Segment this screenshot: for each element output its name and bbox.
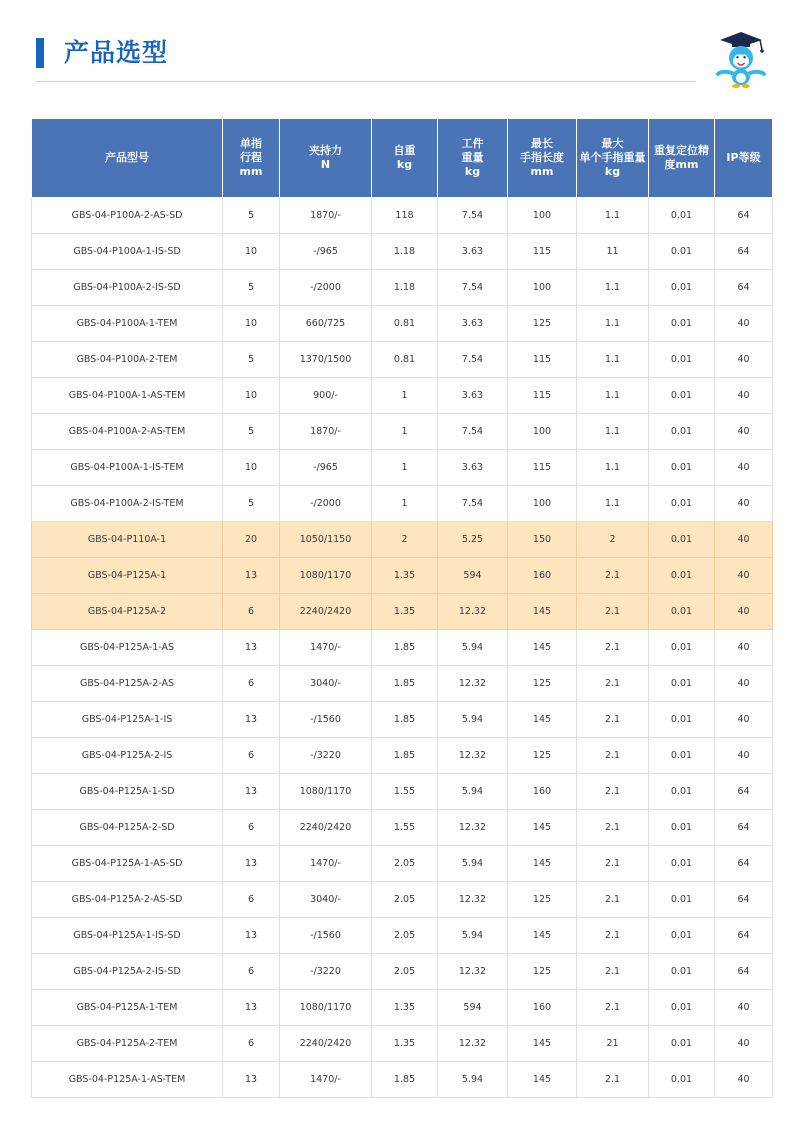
cell-ip: 40 bbox=[715, 306, 773, 342]
cell-finger_len: 145 bbox=[508, 1062, 577, 1098]
cell-model: GBS-04-P125A-1-IS bbox=[32, 702, 223, 738]
cell-stroke: 13 bbox=[223, 990, 280, 1026]
cell-force: 1870/- bbox=[280, 414, 372, 450]
cell-force: 1050/1150 bbox=[280, 522, 372, 558]
cell-force: 1080/1170 bbox=[280, 990, 372, 1026]
cell-finger_wt: 2.1 bbox=[577, 630, 649, 666]
cell-force: -/965 bbox=[280, 450, 372, 486]
cell-model: GBS-04-P125A-1 bbox=[32, 558, 223, 594]
cell-ip: 40 bbox=[715, 990, 773, 1026]
cell-force: 660/725 bbox=[280, 306, 372, 342]
cell-stroke: 10 bbox=[223, 306, 280, 342]
cell-ip: 40 bbox=[715, 522, 773, 558]
cell-ip: 64 bbox=[715, 846, 773, 882]
cell-force: 3040/- bbox=[280, 666, 372, 702]
cell-workpiece: 12.32 bbox=[438, 882, 508, 918]
cell-ip: 40 bbox=[715, 1026, 773, 1062]
cell-repeat: 0.01 bbox=[649, 810, 715, 846]
cell-force: 1370/1500 bbox=[280, 342, 372, 378]
table-row bbox=[32, 234, 773, 270]
cell-force: 2240/2420 bbox=[280, 810, 372, 846]
table-row bbox=[32, 918, 773, 954]
table-row bbox=[32, 522, 773, 558]
cell-weight: 2 bbox=[372, 522, 438, 558]
cell-finger_len: 145 bbox=[508, 702, 577, 738]
cell-ip: 40 bbox=[715, 558, 773, 594]
cell-workpiece: 7.54 bbox=[438, 270, 508, 306]
table-row bbox=[32, 738, 773, 774]
cell-weight: 2.05 bbox=[372, 846, 438, 882]
cell-finger_wt: 1.1 bbox=[577, 306, 649, 342]
cell-repeat: 0.01 bbox=[649, 558, 715, 594]
table-row bbox=[32, 342, 773, 378]
cell-stroke: 13 bbox=[223, 558, 280, 594]
cell-weight: 0.81 bbox=[372, 342, 438, 378]
cell-repeat: 0.01 bbox=[649, 774, 715, 810]
cell-workpiece: 5.94 bbox=[438, 846, 508, 882]
cell-workpiece: 12.32 bbox=[438, 810, 508, 846]
cell-finger_len: 125 bbox=[508, 738, 577, 774]
cell-finger_wt: 2.1 bbox=[577, 846, 649, 882]
cell-finger_wt: 2.1 bbox=[577, 954, 649, 990]
cell-finger_wt: 2.1 bbox=[577, 594, 649, 630]
cell-force: 1470/- bbox=[280, 1062, 372, 1098]
cell-weight: 1.85 bbox=[372, 666, 438, 702]
cell-ip: 64 bbox=[715, 954, 773, 990]
cell-finger_wt: 2.1 bbox=[577, 666, 649, 702]
cell-weight: 1.55 bbox=[372, 774, 438, 810]
cell-model: GBS-04-P125A-2-AS-SD bbox=[32, 882, 223, 918]
cell-finger_wt: 2.1 bbox=[577, 774, 649, 810]
cell-repeat: 0.01 bbox=[649, 1062, 715, 1098]
cell-repeat: 0.01 bbox=[649, 990, 715, 1026]
cell-force: -/3220 bbox=[280, 738, 372, 774]
cell-ip: 64 bbox=[715, 774, 773, 810]
cell-ip: 40 bbox=[715, 630, 773, 666]
cell-finger_wt: 1.1 bbox=[577, 414, 649, 450]
table-row bbox=[32, 450, 773, 486]
cell-finger_wt: 2.1 bbox=[577, 558, 649, 594]
cell-stroke: 6 bbox=[223, 594, 280, 630]
table-row bbox=[32, 882, 773, 918]
cell-model: GBS-04-P125A-2-TEM bbox=[32, 1026, 223, 1062]
cell-model: GBS-04-P100A-2-AS-SD bbox=[32, 198, 223, 234]
cell-stroke: 5 bbox=[223, 198, 280, 234]
cell-workpiece: 5.94 bbox=[438, 918, 508, 954]
cell-force: -/1560 bbox=[280, 702, 372, 738]
table-row bbox=[32, 486, 773, 522]
cell-finger_len: 150 bbox=[508, 522, 577, 558]
cell-force: -/965 bbox=[280, 234, 372, 270]
cell-force: 2240/2420 bbox=[280, 594, 372, 630]
cell-force: -/3220 bbox=[280, 954, 372, 990]
cell-stroke: 6 bbox=[223, 1026, 280, 1062]
cell-finger_wt: 1.1 bbox=[577, 270, 649, 306]
cell-stroke: 13 bbox=[223, 918, 280, 954]
cell-repeat: 0.01 bbox=[649, 414, 715, 450]
cell-finger_len: 125 bbox=[508, 306, 577, 342]
cell-model: GBS-04-P100A-2-IS-SD bbox=[32, 270, 223, 306]
cell-workpiece: 594 bbox=[438, 558, 508, 594]
cell-workpiece: 3.63 bbox=[438, 234, 508, 270]
cell-model: GBS-04-P125A-1-AS-SD bbox=[32, 846, 223, 882]
cell-stroke: 5 bbox=[223, 414, 280, 450]
cell-repeat: 0.01 bbox=[649, 954, 715, 990]
cell-repeat: 0.01 bbox=[649, 450, 715, 486]
table-row bbox=[32, 846, 773, 882]
cell-finger_len: 160 bbox=[508, 558, 577, 594]
cell-weight: 1 bbox=[372, 378, 438, 414]
cell-finger_len: 125 bbox=[508, 882, 577, 918]
column-header-stroke: 单指 行程 mm bbox=[223, 119, 280, 198]
cell-model: GBS-04-P125A-1-SD bbox=[32, 774, 223, 810]
cell-force: 1080/1170 bbox=[280, 558, 372, 594]
cell-weight: 1.35 bbox=[372, 1026, 438, 1062]
cell-force: -/2000 bbox=[280, 486, 372, 522]
cell-weight: 1.85 bbox=[372, 1062, 438, 1098]
cell-repeat: 0.01 bbox=[649, 594, 715, 630]
cell-repeat: 0.01 bbox=[649, 522, 715, 558]
table-row bbox=[32, 198, 773, 234]
cell-repeat: 0.01 bbox=[649, 378, 715, 414]
cell-ip: 64 bbox=[715, 918, 773, 954]
cell-weight: 1.35 bbox=[372, 594, 438, 630]
cell-repeat: 0.01 bbox=[649, 486, 715, 522]
cell-model: GBS-04-P125A-1-IS-SD bbox=[32, 918, 223, 954]
cell-ip: 40 bbox=[715, 342, 773, 378]
cell-force: 3040/- bbox=[280, 882, 372, 918]
cell-weight: 1 bbox=[372, 450, 438, 486]
cell-repeat: 0.01 bbox=[649, 198, 715, 234]
cell-stroke: 6 bbox=[223, 810, 280, 846]
title-accent-bar bbox=[36, 38, 44, 68]
cell-finger_len: 115 bbox=[508, 342, 577, 378]
cell-finger_len: 145 bbox=[508, 594, 577, 630]
cell-finger_len: 145 bbox=[508, 630, 577, 666]
cell-repeat: 0.01 bbox=[649, 918, 715, 954]
table-row bbox=[32, 774, 773, 810]
cell-finger_wt: 2.1 bbox=[577, 882, 649, 918]
column-header-ip: IP等级 bbox=[715, 119, 773, 198]
cell-force: -/2000 bbox=[280, 270, 372, 306]
cell-stroke: 13 bbox=[223, 1062, 280, 1098]
cell-finger_wt: 2.1 bbox=[577, 918, 649, 954]
cell-force: -/1560 bbox=[280, 918, 372, 954]
cell-finger_wt: 11 bbox=[577, 234, 649, 270]
cell-workpiece: 7.54 bbox=[438, 198, 508, 234]
cell-finger_wt: 2.1 bbox=[577, 990, 649, 1026]
cell-model: GBS-04-P125A-2 bbox=[32, 594, 223, 630]
cell-repeat: 0.01 bbox=[649, 846, 715, 882]
cell-weight: 1.55 bbox=[372, 810, 438, 846]
cell-ip: 40 bbox=[715, 486, 773, 522]
cell-ip: 40 bbox=[715, 594, 773, 630]
cell-workpiece: 7.54 bbox=[438, 342, 508, 378]
cell-finger_wt: 1.1 bbox=[577, 378, 649, 414]
cell-repeat: 0.01 bbox=[649, 234, 715, 270]
cell-finger_len: 145 bbox=[508, 810, 577, 846]
table-row bbox=[32, 306, 773, 342]
cell-repeat: 0.01 bbox=[649, 342, 715, 378]
cell-finger_len: 125 bbox=[508, 954, 577, 990]
cell-finger_wt: 2.1 bbox=[577, 810, 649, 846]
cell-stroke: 10 bbox=[223, 234, 280, 270]
cell-finger_wt: 1.1 bbox=[577, 198, 649, 234]
cell-workpiece: 5.94 bbox=[438, 630, 508, 666]
cell-weight: 1.85 bbox=[372, 738, 438, 774]
cell-ip: 40 bbox=[715, 702, 773, 738]
cell-workpiece: 3.63 bbox=[438, 306, 508, 342]
cell-weight: 1.18 bbox=[372, 234, 438, 270]
column-header-weight: 自重 kg bbox=[372, 119, 438, 198]
table-row bbox=[32, 558, 773, 594]
cell-repeat: 0.01 bbox=[649, 306, 715, 342]
cell-force: 2240/2420 bbox=[280, 1026, 372, 1062]
cell-finger_wt: 1.1 bbox=[577, 486, 649, 522]
cell-stroke: 5 bbox=[223, 486, 280, 522]
cell-workpiece: 7.54 bbox=[438, 486, 508, 522]
cell-finger_len: 100 bbox=[508, 198, 577, 234]
cell-finger_len: 115 bbox=[508, 378, 577, 414]
cell-ip: 64 bbox=[715, 198, 773, 234]
cell-model: GBS-04-P100A-1-IS-TEM bbox=[32, 450, 223, 486]
cell-repeat: 0.01 bbox=[649, 666, 715, 702]
cell-ip: 40 bbox=[715, 1062, 773, 1098]
cell-workpiece: 12.32 bbox=[438, 594, 508, 630]
cell-model: GBS-04-P100A-2-AS-TEM bbox=[32, 414, 223, 450]
cell-model: GBS-04-P100A-2-TEM bbox=[32, 342, 223, 378]
cell-finger_len: 115 bbox=[508, 234, 577, 270]
table-row bbox=[32, 270, 773, 306]
table-row bbox=[32, 810, 773, 846]
cell-stroke: 13 bbox=[223, 846, 280, 882]
cell-workpiece: 12.32 bbox=[438, 1026, 508, 1062]
cell-weight: 1.35 bbox=[372, 558, 438, 594]
cell-repeat: 0.01 bbox=[649, 702, 715, 738]
cell-finger_wt: 2 bbox=[577, 522, 649, 558]
cell-force: 1870/- bbox=[280, 198, 372, 234]
cell-stroke: 10 bbox=[223, 378, 280, 414]
cell-finger_len: 100 bbox=[508, 486, 577, 522]
cell-repeat: 0.01 bbox=[649, 630, 715, 666]
cell-model: GBS-04-P100A-1-AS-TEM bbox=[32, 378, 223, 414]
cell-weight: 1.85 bbox=[372, 630, 438, 666]
table-row bbox=[32, 1026, 773, 1062]
cell-ip: 64 bbox=[715, 270, 773, 306]
cell-workpiece: 5.94 bbox=[438, 702, 508, 738]
cell-stroke: 5 bbox=[223, 270, 280, 306]
cell-finger_wt: 1.1 bbox=[577, 342, 649, 378]
cell-stroke: 6 bbox=[223, 738, 280, 774]
table-row bbox=[32, 594, 773, 630]
cell-workpiece: 7.54 bbox=[438, 414, 508, 450]
cell-model: GBS-04-P100A-1-IS-SD bbox=[32, 234, 223, 270]
cell-ip: 40 bbox=[715, 378, 773, 414]
cell-weight: 1.18 bbox=[372, 270, 438, 306]
page-title: 产品选型 bbox=[64, 38, 169, 67]
table-header-row bbox=[32, 119, 773, 198]
cell-model: GBS-04-P125A-1-AS bbox=[32, 630, 223, 666]
cell-model: GBS-04-P125A-2-IS bbox=[32, 738, 223, 774]
cell-repeat: 0.01 bbox=[649, 1026, 715, 1062]
cell-model: GBS-04-P100A-2-IS-TEM bbox=[32, 486, 223, 522]
cell-stroke: 13 bbox=[223, 702, 280, 738]
cell-weight: 1.85 bbox=[372, 702, 438, 738]
cell-weight: 1 bbox=[372, 486, 438, 522]
column-header-finger_len: 最长 手指长度 mm bbox=[508, 119, 577, 198]
cell-stroke: 6 bbox=[223, 954, 280, 990]
column-header-repeat: 重复定位精 度mm bbox=[649, 119, 715, 198]
table-row bbox=[32, 990, 773, 1026]
cell-weight: 2.05 bbox=[372, 954, 438, 990]
cell-workpiece: 12.32 bbox=[438, 954, 508, 990]
cell-model: GBS-04-P100A-1-TEM bbox=[32, 306, 223, 342]
cell-finger_len: 160 bbox=[508, 990, 577, 1026]
column-header-force: 夹持力 N bbox=[280, 119, 372, 198]
cell-force: 1080/1170 bbox=[280, 774, 372, 810]
cell-workpiece: 5.94 bbox=[438, 1062, 508, 1098]
cell-finger_wt: 2.1 bbox=[577, 702, 649, 738]
cell-ip: 64 bbox=[715, 810, 773, 846]
cell-ip: 64 bbox=[715, 882, 773, 918]
cell-finger_len: 145 bbox=[508, 846, 577, 882]
cell-workpiece: 5.25 bbox=[438, 522, 508, 558]
cell-finger_len: 115 bbox=[508, 450, 577, 486]
cell-weight: 2.05 bbox=[372, 882, 438, 918]
cell-model: GBS-04-P125A-1-AS-TEM bbox=[32, 1062, 223, 1098]
column-header-finger_wt: 最大 单个手指重量 kg bbox=[577, 119, 649, 198]
cell-ip: 40 bbox=[715, 450, 773, 486]
cell-workpiece: 12.32 bbox=[438, 738, 508, 774]
column-header-model: 产品型号 bbox=[32, 119, 223, 198]
cell-force: 1470/- bbox=[280, 630, 372, 666]
cell-finger_wt: 2.1 bbox=[577, 738, 649, 774]
table-row bbox=[32, 414, 773, 450]
table-row bbox=[32, 954, 773, 990]
cell-repeat: 0.01 bbox=[649, 270, 715, 306]
cell-stroke: 6 bbox=[223, 882, 280, 918]
cell-finger_len: 125 bbox=[508, 666, 577, 702]
cell-ip: 40 bbox=[715, 414, 773, 450]
cell-repeat: 0.01 bbox=[649, 738, 715, 774]
cell-workpiece: 3.63 bbox=[438, 378, 508, 414]
cell-force: 900/- bbox=[280, 378, 372, 414]
cell-stroke: 13 bbox=[223, 630, 280, 666]
cell-ip: 40 bbox=[715, 738, 773, 774]
cell-workpiece: 5.94 bbox=[438, 774, 508, 810]
cell-finger_len: 100 bbox=[508, 414, 577, 450]
cell-workpiece: 12.32 bbox=[438, 666, 508, 702]
cell-finger_wt: 21 bbox=[577, 1026, 649, 1062]
table-row bbox=[32, 666, 773, 702]
cell-finger_len: 145 bbox=[508, 918, 577, 954]
cell-stroke: 13 bbox=[223, 774, 280, 810]
product-selection-table bbox=[31, 118, 772, 1098]
cell-weight: 1.35 bbox=[372, 990, 438, 1026]
cell-weight: 2.05 bbox=[372, 918, 438, 954]
cell-finger_len: 100 bbox=[508, 270, 577, 306]
cell-model: GBS-04-P125A-2-SD bbox=[32, 810, 223, 846]
cell-weight: 118 bbox=[372, 198, 438, 234]
cell-weight: 1 bbox=[372, 414, 438, 450]
cell-stroke: 20 bbox=[223, 522, 280, 558]
mascot-icon bbox=[712, 30, 770, 90]
cell-stroke: 5 bbox=[223, 342, 280, 378]
table-row bbox=[32, 378, 773, 414]
cell-model: GBS-04-P125A-1-TEM bbox=[32, 990, 223, 1026]
cell-ip: 40 bbox=[715, 666, 773, 702]
cell-model: GBS-04-P125A-2-IS-SD bbox=[32, 954, 223, 990]
cell-stroke: 10 bbox=[223, 450, 280, 486]
cell-force: 1470/- bbox=[280, 846, 372, 882]
cell-model: GBS-04-P125A-2-AS bbox=[32, 666, 223, 702]
cell-model: GBS-04-P110A-1 bbox=[32, 522, 223, 558]
cell-ip: 64 bbox=[715, 234, 773, 270]
cell-workpiece: 594 bbox=[438, 990, 508, 1026]
cell-finger_wt: 1.1 bbox=[577, 450, 649, 486]
cell-finger_wt: 2.1 bbox=[577, 1062, 649, 1098]
table-body bbox=[32, 198, 773, 1098]
cell-stroke: 6 bbox=[223, 666, 280, 702]
cell-weight: 0.81 bbox=[372, 306, 438, 342]
cell-finger_len: 145 bbox=[508, 1026, 577, 1062]
cell-finger_len: 160 bbox=[508, 774, 577, 810]
table-row bbox=[32, 1062, 773, 1098]
column-header-workpiece: 工件 重量 kg bbox=[438, 119, 508, 198]
cell-workpiece: 3.63 bbox=[438, 450, 508, 486]
cell-repeat: 0.01 bbox=[649, 882, 715, 918]
table-row bbox=[32, 630, 773, 666]
title-divider bbox=[36, 81, 696, 82]
table-row bbox=[32, 702, 773, 738]
